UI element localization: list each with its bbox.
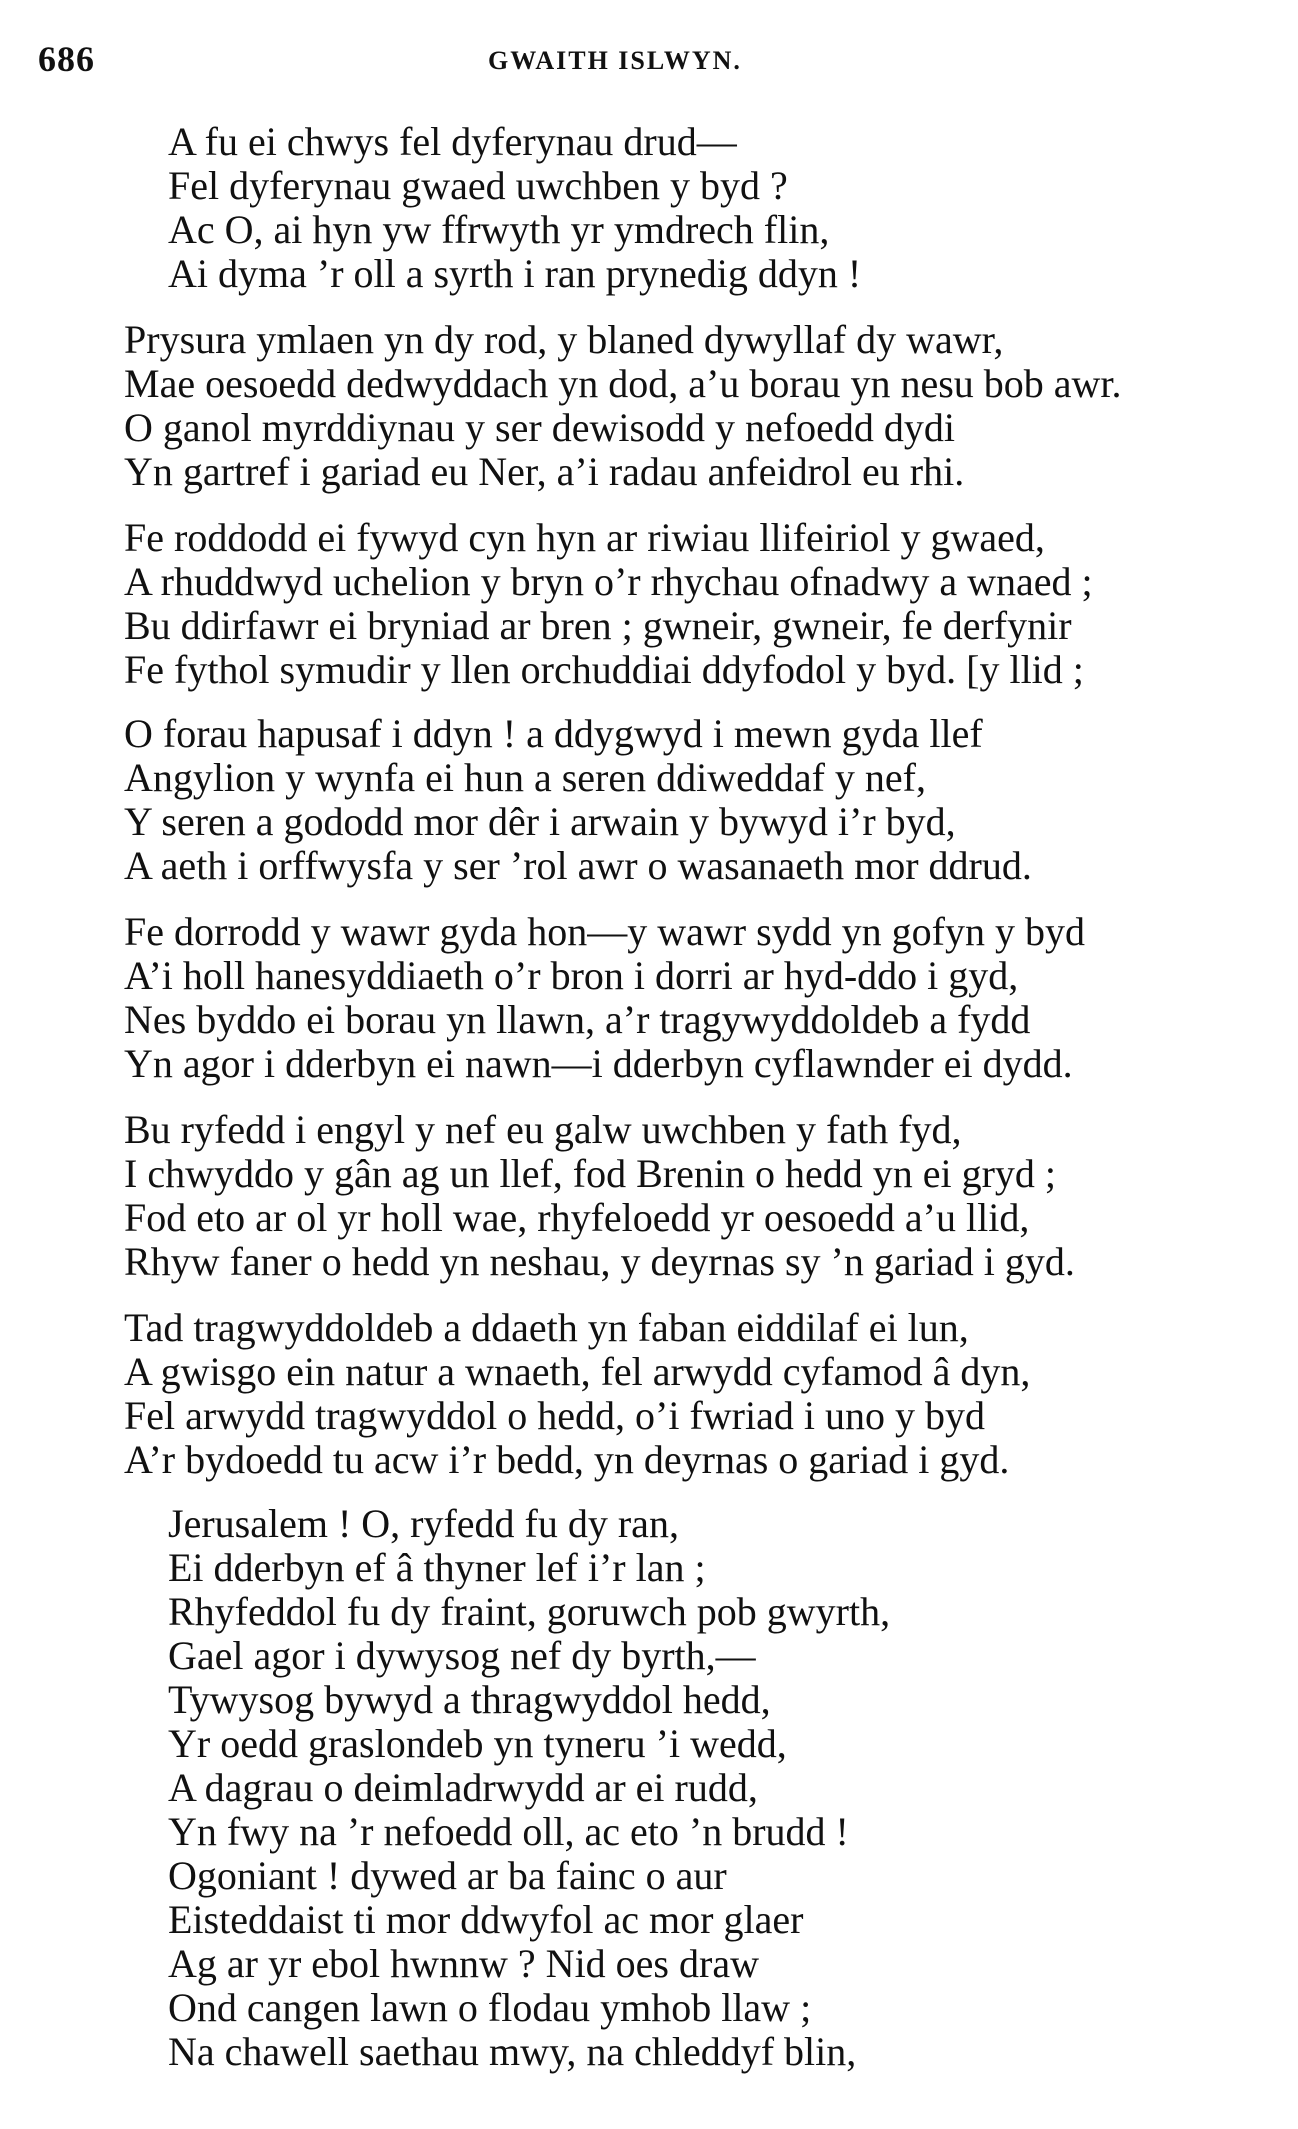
stanza-6	[0, 1108, 1298, 1284]
poem-line: Yr oedd graslondeb yn tyneru ’i wedd,	[168, 1721, 787, 1766]
poem-line: Prysura ymlaen yn dy rod, y blaned dywyllaf dy wawr,	[124, 317, 1004, 362]
poem-line: A dagrau o deimladrwydd ar ei rudd,	[168, 1765, 758, 1810]
poem-line: Yn agor i dderbyn ei nawn—i dderbyn cyflawnder ei dydd.	[124, 1041, 1073, 1086]
poem-line: Yn gartref i gariad eu Ner, a’i radau anfeidrol eu rhi.	[124, 449, 965, 494]
poem-line: Fe roddodd ei fywyd cyn hyn ar riwiau llifeiriol y gwaed,	[124, 515, 1045, 560]
poem-line: A’r bydoedd tu acw i’r bedd, yn deyrnas o gariad i gyd.	[124, 1437, 1010, 1482]
poem-line: Ei dderbyn ef â thyner lef i’r lan ;	[168, 1545, 706, 1590]
poem-line: Fel arwydd tragwyddol o hedd, o’i fwriad i uno y byd	[124, 1393, 985, 1438]
poem-line: I chwyddo y gân ag un llef, fod Brenin o hedd yn ei gryd ;	[124, 1151, 1057, 1196]
poem-line: A rhuddwyd uchelion y bryn o’r rhychau ofnadwy a wnaed ;	[124, 559, 1093, 604]
poem-line: Nes byddo ei borau yn llawn, a’r tragywyddoldeb a fydd	[124, 997, 1031, 1042]
poem-line: Ai dyma ’r oll a syrth i ran prynedig ddyn !	[168, 251, 862, 296]
stanza-7	[0, 1306, 1298, 1482]
poem-line: Ond cangen lawn o flodau ymhob llaw ;	[168, 1985, 812, 2030]
poem-line: Angylion y wynfa ei hun a seren ddiweddaf y nef,	[124, 755, 926, 800]
poem-line: O ganol myrddiynau y ser dewisodd y nefoedd dydi	[124, 405, 955, 450]
poem-line: Rhyfeddol fu dy fraint, goruwch pob gwyrth,	[168, 1589, 891, 1634]
poem-line: Fod eto ar ol yr holl wae, rhyfeloedd yr oesoedd a’u llid,	[124, 1195, 1030, 1240]
poem-line: Ac O, ai hyn yw ffrwyth yr ymdrech flin,	[168, 207, 830, 252]
poem-line: A fu ei chwys fel dyferynau drud—	[168, 119, 737, 164]
poem-line: Y seren a gododd mor dêr i arwain y bywyd i’r byd,	[124, 799, 956, 844]
stanza-5	[0, 910, 1298, 1086]
poem-line: Gael agor i dywysog nef dy byrth,—	[168, 1633, 756, 1678]
poem-line: Rhyw faner o hedd yn neshau, y deyrnas sy ’n gariad i gyd.	[124, 1239, 1075, 1284]
poem-line: Fel dyferynau gwaed uwchben y byd ?	[168, 163, 788, 208]
poem-line: Yn fwy na ’r nefoedd oll, ac eto ’n brudd !	[168, 1809, 849, 1854]
stanza-8	[0, 1502, 1298, 2074]
poem-line: A’i holl hanesyddiaeth o’r bron i dorri ar hyd-ddo i gyd,	[124, 953, 1019, 998]
poem-line: O forau hapusaf i ddyn ! a ddygwyd i mewn gyda llef	[124, 711, 983, 756]
poem-line: Bu ryfedd i engyl y nef eu galw uwchben y fath fyd,	[124, 1107, 962, 1152]
page-header	[38, 38, 1260, 88]
poem-line: Tywysog bywyd a thragwyddol hedd,	[168, 1677, 771, 1722]
stanza-4	[0, 712, 1298, 888]
stanza-2	[0, 318, 1298, 494]
poem-line: Mae oesoedd dedwyddach yn dod, a’u borau yn nesu bob awr.	[124, 361, 1122, 406]
poem-line: Na chawell saethau mwy, na chleddyf blin,	[168, 2029, 857, 2074]
poem-line: Bu ddirfawr ei bryniad ar bren ; gwneir, gwneir, fe derfynir	[124, 603, 1072, 648]
page-number: 686	[38, 39, 95, 79]
poem-line: Eisteddaist ti mor ddwyfol ac mor glaer	[168, 1897, 804, 1942]
poem-line: A aeth i orffwysfa y ser ’rol awr o wasanaeth mor ddrud.	[124, 843, 1032, 888]
stanza-1	[0, 120, 1298, 296]
poem-line: Fe fythol symudir y llen orchuddiai ddyfodol y byd. [y llid ;	[124, 647, 1084, 692]
poem-line: Ogoniant ! dywed ar ba fainc o aur	[168, 1853, 727, 1898]
poem-line: Tad tragwyddoldeb a ddaeth yn faban eiddilaf ei lun,	[124, 1305, 969, 1350]
poem-line: A gwisgo ein natur a wnaeth, fel arwydd cyfamod â dyn,	[124, 1349, 1031, 1394]
poem-line: Jerusalem ! O, ryfedd fu dy ran,	[168, 1501, 679, 1546]
stanza-3	[0, 516, 1298, 692]
poem-line: Fe dorrodd y wawr gyda hon—y wawr sydd yn gofyn y byd	[124, 909, 1085, 954]
poem-line: Ag ar yr ebol hwnnw ? Nid oes draw	[168, 1941, 759, 1986]
running-title: GWAITH ISLWYN.	[488, 46, 742, 75]
